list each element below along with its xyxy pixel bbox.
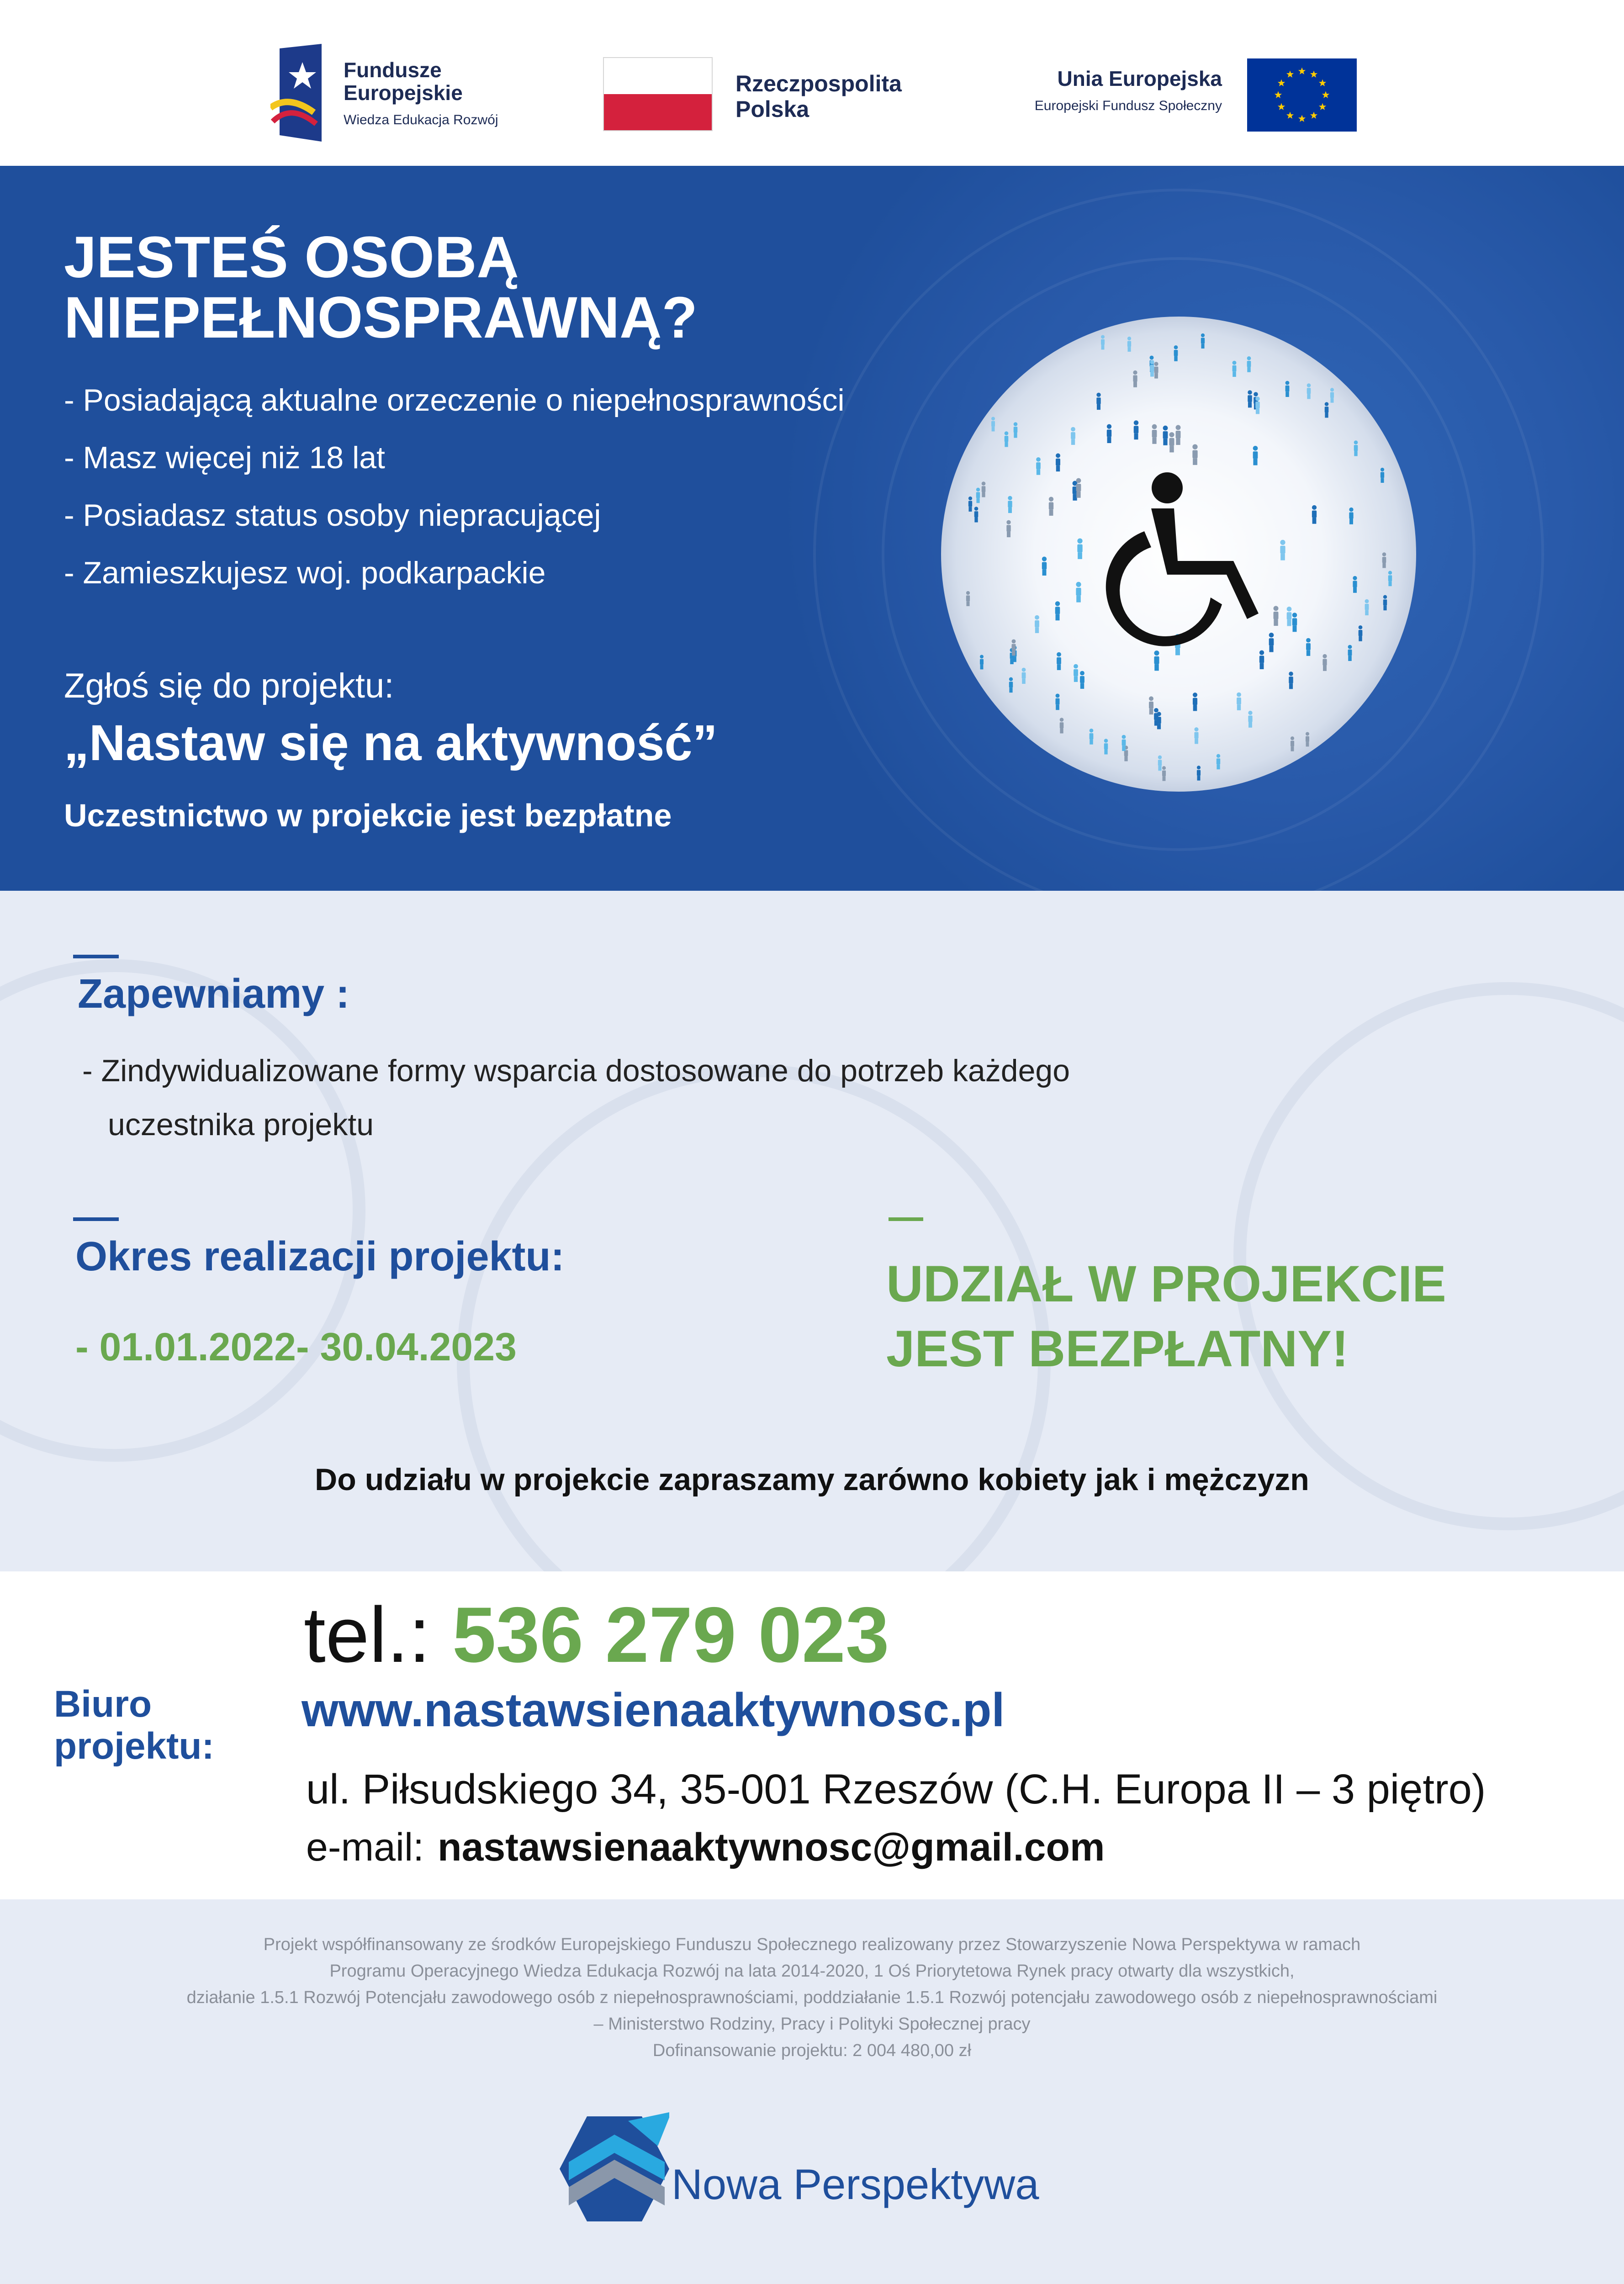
funding-line: – Ministerstwo Rodziny, Pracy i Polityki Społecznej pracy — [593, 2014, 1031, 2034]
offer-line-1: - Zindywidualizowane formy wsparcia dostosowane do potrzeb każdego — [82, 1053, 1070, 1088]
person-figure-icon — [1009, 677, 1013, 693]
office-label — [54, 1683, 214, 1767]
ue-line-1: Unia Europejska — [1057, 67, 1222, 90]
person-figure-icon — [1353, 576, 1357, 593]
email-link[interactable]: nastawsienaaktywnosc@gmail.com — [438, 1825, 1105, 1869]
funding-line: Projekt współfinansowany ze środków Europejskiego Funduszu Społecznego realizowany przez Stowarzyszenie Nowa Perspektywa w ramach — [263, 1935, 1361, 1954]
rzeczpospolita-logo — [603, 57, 950, 132]
section-dash — [889, 1217, 923, 1221]
person-figure-icon — [1285, 381, 1290, 397]
funding-line: działanie 1.5.1 Rozwój Potencjału zawodowego osób z niepełnosprawnościami, poddziałanie 1.5.1 Rozwój potencjału zawodowego osób z niepełnosprawnościami — [186, 1988, 1438, 2007]
person-figure-icon — [1287, 607, 1292, 626]
contact-section — [0, 1571, 1624, 1899]
person-figure-icon — [1060, 718, 1064, 733]
fe-star-icon — [270, 44, 322, 142]
hero-cta: Zgłoś się do projektu: — [64, 666, 394, 705]
free-banner — [886, 1252, 1446, 1381]
person-figure-icon — [1382, 552, 1386, 568]
person-figure-icon — [1036, 457, 1041, 475]
person-figure-icon — [1349, 508, 1353, 524]
person-figure-icon — [1149, 696, 1153, 714]
section-dash — [73, 955, 119, 958]
person-figure-icon — [1107, 424, 1111, 443]
person-figure-icon — [1274, 606, 1279, 626]
wheelchair-globe-icon — [936, 312, 1421, 796]
person-figure-icon — [1330, 388, 1334, 402]
person-figure-icon — [1291, 736, 1294, 751]
person-figure-icon — [1162, 766, 1166, 781]
office-address: ul. Piłsudskiego 34, 35-001 Rzeszów (C.H. Europa II – 3 piętro) — [306, 1766, 1486, 1813]
person-figure-icon — [1035, 615, 1039, 633]
person-figure-icon — [1055, 601, 1060, 620]
person-figure-icon — [1381, 468, 1384, 483]
person-figure-icon — [1233, 361, 1237, 377]
person-figure-icon — [968, 497, 972, 512]
person-figure-icon — [1008, 496, 1012, 513]
person-figure-icon — [1192, 444, 1197, 465]
section-dash — [73, 1217, 119, 1221]
fe-line-3: Wiedza Edukacja Rozwój — [344, 112, 498, 127]
person-figure-icon — [1104, 739, 1108, 754]
org-name: Nowa Perspektywa — [672, 2160, 1039, 2208]
person-figure-icon — [1307, 383, 1311, 399]
person-figure-icon — [1354, 440, 1358, 456]
person-figure-icon — [976, 488, 980, 503]
person-figure-icon — [1150, 360, 1154, 376]
person-figure-icon — [1012, 639, 1016, 656]
person-figure-icon — [1248, 711, 1252, 728]
person-figure-icon — [1359, 625, 1363, 641]
person-figure-icon — [1217, 754, 1220, 770]
invite-text: Do udziału w projekcie zapraszamy zarówno kobiety jak i mężczyzn — [315, 1462, 1309, 1497]
person-figure-icon — [1152, 424, 1157, 444]
person-figure-icon — [1292, 613, 1297, 632]
office-label-line-1: Biuro — [54, 1683, 152, 1725]
phone-label: tel.: — [304, 1591, 431, 1679]
person-figure-icon — [1080, 671, 1084, 689]
person-figure-icon — [1201, 333, 1205, 349]
person-figure-icon — [1076, 478, 1081, 498]
free-banner-line-2: JEST BEZPŁATNY! — [886, 1320, 1349, 1377]
person-figure-icon — [1176, 425, 1181, 445]
email-label: e-mail: — [306, 1825, 424, 1869]
person-figure-icon — [1259, 650, 1264, 669]
person-figure-icon — [991, 417, 995, 431]
person-figure-icon — [1074, 664, 1078, 682]
phone — [304, 1590, 889, 1680]
person-figure-icon — [1174, 345, 1178, 361]
criteria-item: - Posiadasz status osoby niepracującej — [64, 498, 601, 533]
funding-notice — [0, 1931, 1624, 2064]
funding-line: Programu Operacyjnego Wiedza Edukacja Rozwój na lata 2014-2020, 1 Oś Priorytetowa Rynek pracy otwarty dla wszystkich, — [329, 1961, 1295, 1981]
person-figure-icon — [966, 591, 970, 606]
project-name: „Nastaw się na aktywność” — [64, 715, 718, 771]
criteria-item: - Posiadającą aktualne orzeczenie o niepełnosprawności — [64, 383, 845, 418]
person-figure-icon — [1158, 756, 1162, 771]
person-figure-icon — [982, 481, 986, 497]
person-figure-icon — [1133, 370, 1137, 387]
website-link[interactable]: www.nastawsienaaktywnosc.pl — [302, 1684, 1005, 1737]
person-figure-icon — [1022, 668, 1026, 684]
person-figure-icon — [1154, 362, 1158, 378]
person-figure-icon — [1306, 732, 1309, 746]
person-figure-icon — [1269, 633, 1274, 652]
criteria-list — [64, 371, 845, 602]
free-participation-note: Uczestnictwo w projekcie jest bezpłatne — [64, 798, 672, 833]
person-figure-icon — [1248, 390, 1252, 407]
person-figure-icon — [1193, 693, 1197, 711]
offer-text — [82, 1044, 1070, 1152]
person-figure-icon — [974, 507, 979, 522]
offer-line-2: uczestnika projektu — [108, 1107, 374, 1142]
person-figure-icon — [1154, 650, 1159, 671]
person-figure-icon — [1365, 599, 1369, 615]
funding-line: Dofinansowanie projektu: 2 004 480,00 zł — [652, 2041, 972, 2060]
person-figure-icon — [1122, 735, 1126, 751]
person-figure-icon — [1255, 397, 1260, 414]
hero-title — [64, 227, 698, 348]
email — [306, 1825, 1105, 1870]
person-figure-icon — [1077, 539, 1082, 559]
person-figure-icon — [1325, 402, 1329, 418]
period-value: - 01.01.2022- 30.04.2023 — [75, 1325, 517, 1369]
person-figure-icon — [1388, 571, 1392, 587]
polish-flag-icon — [603, 57, 713, 131]
unia-europejska-logo — [982, 57, 1357, 132]
person-figure-icon — [1076, 582, 1081, 603]
person-figure-icon — [1194, 727, 1198, 744]
person-figure-icon — [1163, 426, 1168, 445]
person-figure-icon — [1383, 595, 1387, 611]
fe-line-2: Europejskie — [344, 81, 463, 105]
person-figure-icon — [1042, 557, 1047, 576]
phone-number[interactable]: 536 279 023 — [452, 1591, 889, 1679]
criteria-item: - Zamieszkujesz woj. podkarpackie — [64, 555, 546, 590]
offer-heading: Zapewniamy : — [78, 971, 350, 1017]
person-figure-icon — [1169, 432, 1174, 452]
logo-strip — [0, 0, 1624, 166]
background-decor — [0, 959, 365, 1462]
person-figure-icon — [1005, 431, 1009, 447]
fundusze-europejskie-logo — [270, 44, 545, 142]
person-figure-icon — [1056, 453, 1060, 471]
person-figure-icon — [1049, 497, 1053, 516]
person-figure-icon — [1056, 693, 1060, 710]
person-figure-icon — [1237, 693, 1241, 710]
nowa-perspektywa-logo-icon — [560, 2107, 669, 2231]
person-figure-icon — [1322, 654, 1327, 671]
person-figure-icon — [1090, 729, 1094, 745]
ue-line-2: Europejski Fundusz Społeczny — [1034, 98, 1222, 113]
person-figure-icon — [1127, 337, 1131, 352]
rp-line-2: Polska — [735, 96, 809, 122]
period-heading: Okres realizacji projektu: — [75, 1234, 565, 1279]
person-figure-icon — [1154, 708, 1158, 726]
criteria-item: - Masz więcej niż 18 lat — [64, 440, 385, 475]
person-figure-icon — [1006, 520, 1010, 538]
hero-title-line-1: JESTEŚ OSOBĄ — [64, 225, 519, 290]
person-figure-icon — [1101, 335, 1105, 349]
middle-section — [0, 891, 1624, 1571]
person-figure-icon — [1096, 393, 1100, 410]
person-figure-icon — [1134, 420, 1139, 439]
person-figure-icon — [1348, 645, 1352, 661]
person-figure-icon — [1197, 766, 1201, 780]
person-figure-icon — [1247, 356, 1251, 372]
person-figure-icon — [1280, 540, 1285, 560]
rp-line-1: Rzeczpospolita — [735, 71, 902, 96]
eu-flag-icon — [1247, 58, 1357, 132]
person-figure-icon — [1289, 671, 1293, 689]
hero-title-line-2: NIEPEŁNOSPRAWNĄ? — [64, 285, 698, 350]
person-figure-icon — [1071, 427, 1075, 445]
person-figure-icon — [1253, 446, 1258, 465]
person-figure-icon — [980, 655, 984, 669]
person-figure-icon — [1014, 422, 1018, 438]
free-banner-line-1: UDZIAŁ W PROJEKCIE — [886, 1255, 1446, 1312]
office-label-line-2: projektu: — [54, 1725, 214, 1767]
footer — [0, 1899, 1624, 2284]
hero-section — [0, 166, 1624, 891]
person-figure-icon — [1306, 638, 1311, 656]
person-figure-icon — [1057, 652, 1061, 670]
person-figure-icon — [1312, 505, 1317, 524]
fe-line-1: Fundusze — [344, 58, 442, 82]
